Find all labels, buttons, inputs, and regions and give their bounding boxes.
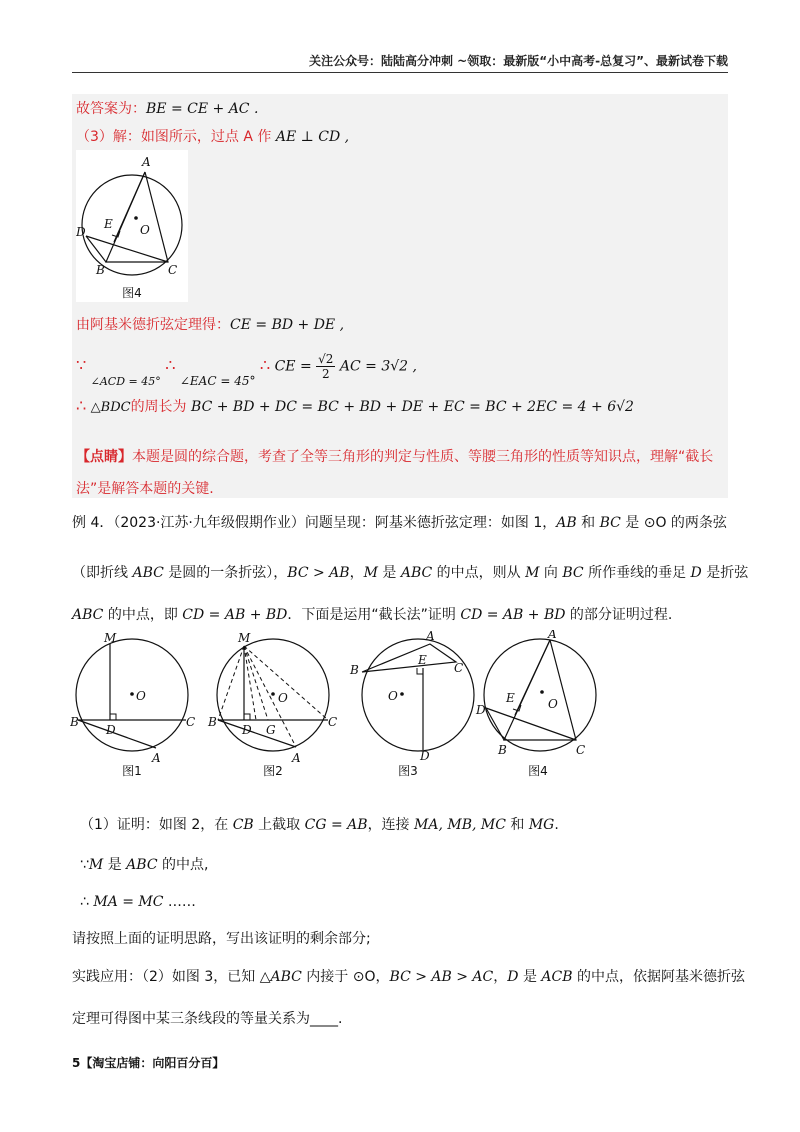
caption-fig2: 图2 xyxy=(263,764,283,778)
svg-text:D: D xyxy=(76,225,86,239)
svg-text:E: E xyxy=(418,653,427,667)
example-intro-3: ABC 的中点，即 CD = AB + BD．下面是运用“截长法”证明 CD = AB + BD 的部分证明过程. xyxy=(72,607,673,623)
svg-text:C: C xyxy=(168,263,178,277)
header-divider xyxy=(72,72,728,73)
svg-text:D: D xyxy=(106,723,116,737)
svg-text:E: E xyxy=(506,691,515,705)
svg-text:C: C xyxy=(454,661,464,675)
example-intro-2: （即折线 ABC 是圆的一条折弦），BC > AB，M 是 ABC 的中点，则从 M 向 BC 所作垂线的垂足 D 是折弦 xyxy=(72,565,749,581)
svg-text:G: G xyxy=(266,723,276,737)
comment-line-2: 法”是解答本题的关键. xyxy=(76,481,214,497)
figure-3 xyxy=(349,630,474,763)
figure-4 xyxy=(475,630,596,757)
svg-text:C: C xyxy=(328,715,338,729)
svg-text:D: D xyxy=(420,749,430,763)
svg-text:M: M xyxy=(238,631,251,645)
proof-line-1: （1）证明：如图 2，在 CB 上截取 CG = AB，连接 MA, MB, MC 和 MG. xyxy=(80,817,559,833)
svg-text:D: D xyxy=(242,723,252,737)
proof-instruction: 请按照上面的证明思路，写出该证明的剩余部分; xyxy=(72,931,371,947)
svg-text:B: B xyxy=(208,715,217,729)
figure-1 xyxy=(70,631,195,765)
example-intro-1: 例 4．（2023·江苏·九年级假期作业）问题呈现：阿基米德折弦定理：如图 1，AB 和 BC 是 ⊙O 的两条弦 xyxy=(72,515,727,531)
example-figures xyxy=(70,630,730,780)
svg-text:O: O xyxy=(278,691,288,705)
caption-fig4: 图4 xyxy=(528,764,548,778)
svg-text:M: M xyxy=(104,631,117,645)
perimeter-line: ∴ △BDC的周长为 BC + BD + DC = BC + BD + DE + EC = BC + 2EC = 4 + 6√2 xyxy=(76,396,634,415)
svg-text:C: C xyxy=(576,743,586,757)
svg-text:B: B xyxy=(498,743,507,757)
page-footer: 5【淘宝店铺：向阳百分百】 xyxy=(72,1056,225,1070)
svg-text:A: A xyxy=(292,751,301,765)
caption-fig1: 图1 xyxy=(122,764,142,778)
part3-line: （3）解：如图所示，过点 A 作 AE ⊥ CD , xyxy=(76,129,350,145)
solution-figure-4 xyxy=(76,150,188,302)
comment-line-1: 【点睛】本题是圆的综合题，考查了全等三角形的判定与性质、等腰三角形的性质等知识点，理解“截长 xyxy=(76,449,714,465)
svg-text:D: D xyxy=(476,703,486,717)
svg-text:E: E xyxy=(104,217,113,231)
svg-text:O: O xyxy=(140,223,150,237)
svg-text:O: O xyxy=(548,697,558,711)
caption-fig3: 图3 xyxy=(398,764,418,778)
svg-text:A: A xyxy=(152,751,161,765)
fig4-caption: 图4 xyxy=(122,286,142,300)
svg-text:C: C xyxy=(186,715,196,729)
figure-2 xyxy=(207,631,337,765)
svg-text:A: A xyxy=(548,630,557,641)
angle-line: ∵ $_{\angle ACD = 45^\circ}$ ∴ ∠EAC = 45° ∴ CE = $\frac{√2}{2}$ AC = 3√2 , xyxy=(76,352,417,388)
svg-text:B: B xyxy=(350,663,359,677)
proof-line-3: ∴ MA = MC …… xyxy=(80,894,196,910)
svg-text:A: A xyxy=(426,630,435,643)
svg-text:A: A xyxy=(142,155,151,169)
answer-line: 故答案为：BE = CE + AC . xyxy=(76,101,259,117)
theorem-line: 由阿基米德折弦定理得：CE = BD + DE , xyxy=(76,317,345,333)
svg-text:O: O xyxy=(136,689,146,703)
page-header: 关注公众号：陆陆高分冲刺 ~领取：最新版“小中高考-总复习”、最新试卷下载 xyxy=(309,54,728,68)
svg-text:B: B xyxy=(70,715,79,729)
practice-line-1: 实践应用：（2）如图 3，已知 △ABC 内接于 ⊙O，BC > AB > AC，D 是 ACB 的中点，依据阿基米德折弦 xyxy=(72,969,745,985)
svg-text:B: B xyxy=(96,263,105,277)
svg-text:O: O xyxy=(388,689,398,703)
practice-line-2: 定理可得图中某三条线段的等量关系为____. xyxy=(72,1011,343,1027)
proof-line-2: ∵M 是 ABC 的中点, xyxy=(80,857,209,873)
